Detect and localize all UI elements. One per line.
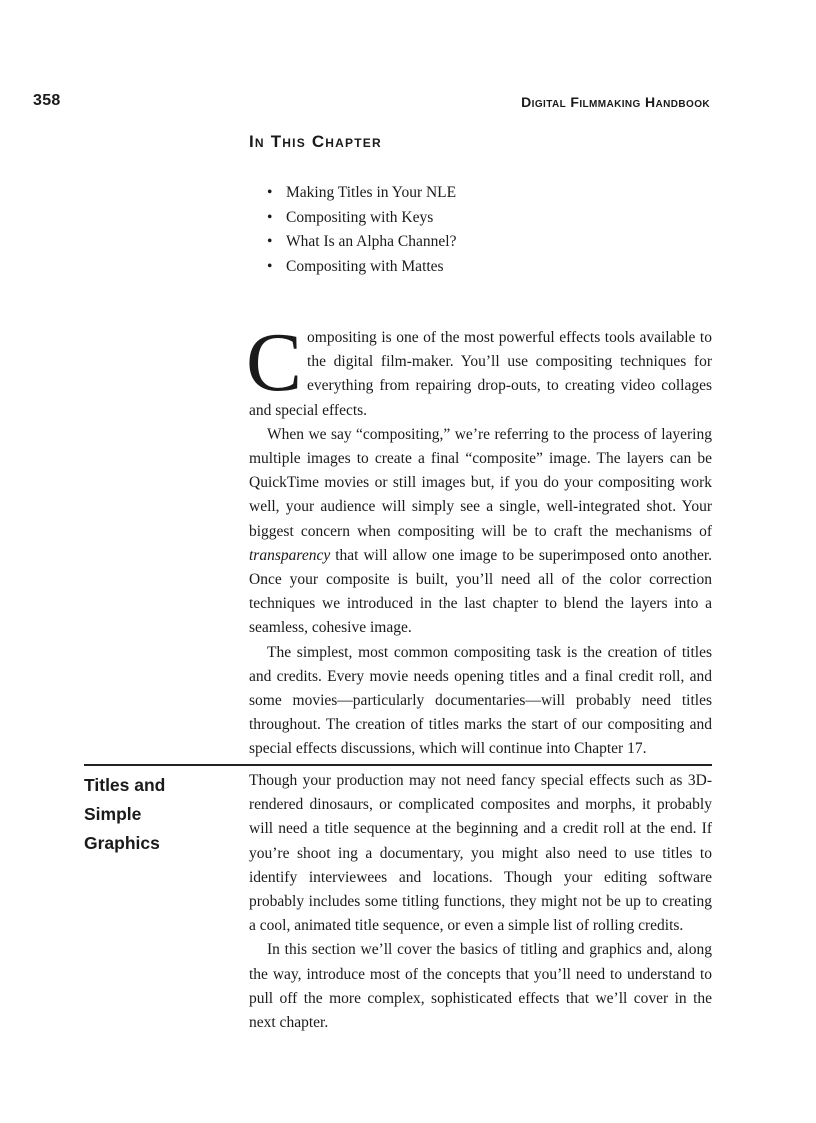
section-heading-line: Titles and	[84, 775, 166, 795]
emphasis-transparency: transparency	[249, 546, 331, 564]
intro-paragraph-2	[249, 423, 712, 641]
list-item: • What Is an Alpha Channel?	[267, 230, 456, 255]
list-item: • Compositing with Keys	[267, 206, 456, 231]
chapter-contents-list	[267, 181, 456, 279]
running-header-title: Digital Filmmaking Handbook	[521, 94, 710, 110]
intro-paragraph-1	[246, 316, 712, 423]
section-text	[249, 769, 712, 1035]
intro-paragraph-2-after: that will allow one image to be superimposed onto another. Once your composite is built, you’ll need all of the color correction techniques we introduced in the last chapter to blend the layers into a seamless, cohesive image.	[249, 546, 713, 637]
section-paragraph-1: Though your production may not need fancy special effects such as 3D-rendered dinosaurs, or complicated composites and morphs, it probably will need a title sequence at the beginning and a credit roll at the end. If you’re shoot ing a documentary, you might also need to use titles to identify interviewees and locations. Though your editing software probably includes some titling functions, they might not be up to creating a cool, animated title sequence, or even a simple list of rolling credits.	[249, 772, 712, 935]
list-item: • Compositing with Mattes	[267, 255, 456, 280]
intro-paragraph-1-text: ompositing is one of the most powerful effects tools available to the digital film-maker. You’ll use compositing techniques for everything from repairing drop-outs, to creating video collages and special effects.	[249, 329, 712, 419]
page-number: 358	[33, 92, 61, 109]
section-heading	[84, 771, 204, 858]
drop-cap: C	[246, 316, 303, 409]
section-heading-line: Simple	[84, 804, 142, 824]
section-paragraph-2: In this section we’ll cover the basics of titling and graphics and, along the way, introduce most of the concepts that you’ll need to understand to pull off the more complex, sophisticated effects that we’ll cover in the next chapter.	[249, 941, 712, 1032]
section-divider	[84, 764, 712, 766]
chapter-contents-heading: In This Chapter	[249, 132, 382, 151]
intro-paragraph-2-before: When we say “compositing,” we’re referring to the process of layering multiple images to create a final “composite” image. The layers can be QuickTime movies or still images but, if you do your compositing work well, your audience will simply see a single, well-integrated shot. Your biggest concern when compositing will be to craft the mechanisms of	[249, 425, 712, 540]
list-item: • Making Titles in Your NLE	[267, 181, 456, 206]
intro-text	[246, 316, 713, 762]
section-heading-line: Graphics	[84, 833, 160, 853]
intro-paragraph-3: The simplest, most common compositing task is the creation of titles and credits. Every movie needs opening titles and a final credit roll, and some movies—particularly documentaries—will probably need titles throughout. The creation of titles marks the start of our compositing and special effects discussions, which will continue into Chapter 17.	[249, 643, 712, 758]
